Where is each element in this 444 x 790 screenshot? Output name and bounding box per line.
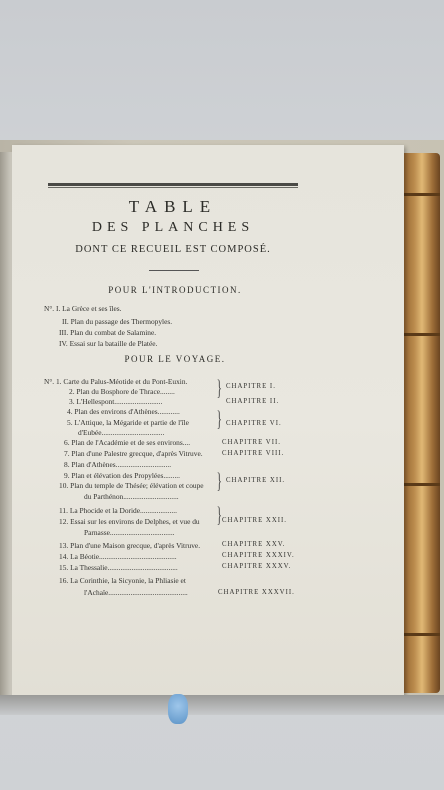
brace: }	[216, 468, 222, 493]
entry-text: Essai sur la bataille de Platée.	[69, 339, 158, 348]
entry-text: La Thessalie......................................	[70, 563, 178, 572]
chapter-ref: CHAPITRE XXII.	[222, 517, 287, 524]
intro-entry	[62, 317, 172, 326]
entry-text: L'Attique, la Mégaride et partie de l'île	[74, 418, 189, 427]
entry-text: L'Hellespont..........................	[76, 397, 163, 406]
intro-entry	[59, 328, 156, 337]
bookmark-ribbon	[168, 694, 188, 724]
short-rule	[149, 270, 199, 271]
intro-heading: POUR L'INTRODUCTION.	[108, 285, 242, 295]
voyage-entry	[59, 563, 178, 572]
voyage-entry	[44, 377, 187, 386]
voyage-entry	[64, 449, 203, 458]
entry-text: Plan du temple de Thésée; élévation et coupe	[70, 481, 204, 490]
entry-text: Essai sur les environs de Delphes, et vue du	[70, 517, 200, 526]
entry-text: Plan d'une Maison grecque, d'après Vitruve.	[70, 541, 201, 550]
entry-text: Plan du Bosphore de Thrace........	[76, 387, 175, 396]
entry-text: Plan et élévation des Propylées.........	[71, 471, 180, 480]
entry-number: 15.	[59, 563, 69, 572]
table-surface	[0, 695, 444, 715]
entry-number: N°. I.	[44, 304, 61, 313]
intro-entry	[44, 304, 121, 313]
chapter-ref: CHAPITRE XXXIV.	[222, 552, 295, 559]
entry-number: 10.	[59, 481, 69, 490]
top-rule	[48, 183, 298, 186]
voyage-entry	[59, 506, 177, 515]
spine-band	[400, 193, 440, 196]
spine-band	[400, 483, 440, 486]
entry-text: La Corinthie, la Sicyonie, la Phliasie et	[70, 576, 186, 585]
entry-number: N°. 1.	[44, 377, 62, 386]
voyage-entry	[84, 588, 188, 597]
entry-text: Plan de l'Académie et de ses environs....	[71, 438, 191, 447]
entry-text: La Phocide et la Doride....................	[69, 506, 177, 515]
voyage-entry	[59, 517, 200, 526]
entry-number: 8.	[64, 460, 70, 469]
voyage-entry	[64, 460, 171, 469]
voyage-entry	[69, 387, 175, 396]
entry-number: 4.	[67, 407, 73, 416]
brace: }	[216, 502, 222, 527]
entry-number: 6.	[64, 438, 70, 447]
spine-band	[400, 333, 440, 336]
title-planches: DES PLANCHES	[91, 220, 255, 235]
chapter-ref: CHAPITRE I.	[226, 383, 276, 390]
entry-number: 11.	[59, 506, 68, 515]
entry-text: Carte du Palus-Méotide et du Pont-Euxin.	[63, 377, 188, 386]
chapter-ref: CHAPITRE XII.	[226, 477, 286, 484]
voyage-entry	[59, 576, 186, 585]
entry-text: Plan des environs d'Athènes............	[74, 407, 180, 416]
entry-text: du Parthénon..............................	[84, 492, 179, 501]
voyage-entry	[59, 541, 200, 550]
voyage-entry	[84, 528, 175, 537]
chapter-ref: CHAPITRE VII.	[222, 439, 281, 446]
title-table: TABLE	[128, 197, 218, 216]
entry-number: 16.	[59, 576, 69, 585]
chapter-ref: CHAPITRE II.	[226, 398, 280, 405]
voyage-heading: POUR LE VOYAGE.	[124, 354, 226, 364]
entry-number: 14.	[59, 552, 69, 561]
brace: }	[216, 406, 222, 431]
entry-text: Plan d'une Palestre grecque, d'après Vitruve.	[71, 449, 203, 458]
chapter-ref: CHAPITRE XXXVII.	[218, 589, 295, 596]
entry-text: Parnasse...................................	[84, 528, 175, 537]
entry-text: l'Achaïe...........................................	[84, 588, 188, 597]
chapter-ref: CHAPITRE XXV.	[222, 541, 286, 548]
book-spine	[400, 153, 440, 693]
intro-entry	[59, 339, 157, 348]
entry-number: II.	[62, 317, 69, 326]
entry-text: La Grèce et ses îles.	[62, 304, 122, 313]
chapter-ref: CHAPITRE VI.	[226, 420, 282, 427]
voyage-entry	[59, 552, 177, 561]
entry-number: III.	[59, 328, 69, 337]
brace: }	[216, 375, 222, 400]
top-rule-thin	[48, 187, 298, 188]
entry-text: Plan du passage des Thermopyles.	[70, 317, 173, 326]
voyage-entry	[64, 471, 180, 480]
voyage-entry	[67, 407, 180, 416]
voyage-entry	[59, 481, 204, 490]
chapter-ref: CHAPITRE VIII.	[222, 450, 285, 457]
spine-band	[400, 633, 440, 636]
entry-number: 3.	[69, 397, 75, 406]
entry-text: Plan du combat de Salamine.	[70, 328, 157, 337]
entry-number: 13.	[59, 541, 69, 550]
chapter-ref: CHAPITRE XXXV.	[222, 563, 292, 570]
voyage-entry	[84, 492, 179, 501]
voyage-entry	[69, 397, 162, 406]
entry-number: 7.	[64, 449, 70, 458]
entry-number: 2.	[69, 387, 75, 396]
entry-text: La Béotie..........................................	[70, 552, 177, 561]
entry-number: 12.	[59, 517, 69, 526]
entry-number: IV.	[59, 339, 68, 348]
voyage-entry	[67, 418, 189, 427]
entry-text: d'Eubée..................................	[78, 428, 165, 437]
voyage-entry	[64, 438, 190, 447]
voyage-entry	[78, 428, 164, 437]
entry-number: 5.	[67, 418, 73, 427]
entry-number: 9.	[64, 471, 70, 480]
title-subtitle: DONT CE RECUEIL EST COMPOSÉ.	[75, 244, 271, 255]
entry-text: Plan d'Athènes..............................	[71, 460, 172, 469]
